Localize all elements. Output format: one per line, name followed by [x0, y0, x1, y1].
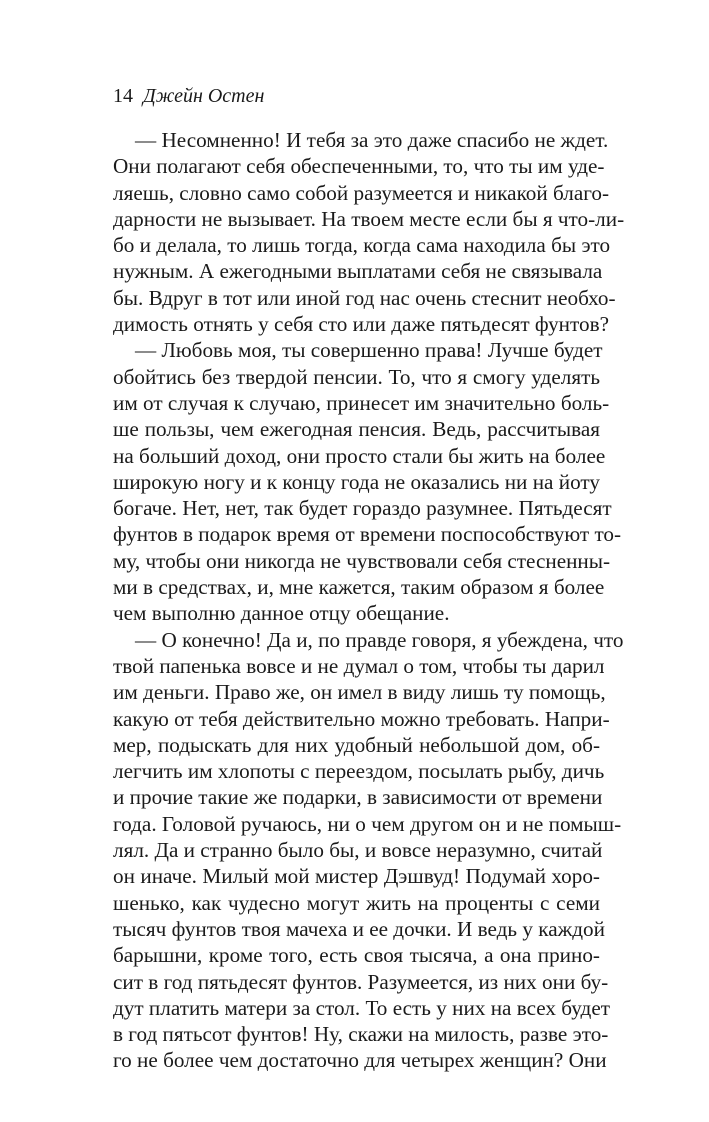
- text-line: на больший доход, они просто стали бы жить на более: [113, 443, 606, 468]
- running-head: [113, 84, 264, 108]
- text-line: им деньги. Право же, он имел в виду лишь ту помощь,: [113, 680, 606, 705]
- text-line: года. Головой ручаюсь, ни о чем другом он и не помыш-: [113, 811, 622, 836]
- text-line: му, чтобы они никогда не чувствовали себя стесненны-: [113, 548, 611, 573]
- text-line: барышни, кроме того, есть своя тысяча, а она прино-: [113, 943, 600, 968]
- text-line: в год пятьсот фунтов! Ну, скажи на милость, разве это-: [113, 1022, 609, 1047]
- text-line: ше пользы, чем ежегодная пенсия. Ведь, рассчитывая: [113, 417, 600, 442]
- text-line: и прочие такие же подарки, в зависимости от времени: [113, 785, 603, 810]
- text-line: обойтись без твердой пенсии. То, что я смогу уделять: [113, 364, 600, 389]
- text-line: какую от тебя действительно можно требовать. Напри-: [113, 706, 610, 731]
- text-line: лял. Да и странно было бы, и вовсе неразумно, считай: [113, 838, 603, 863]
- text-line: шенько, как чудесно могут жить на проценты с семи: [113, 890, 600, 915]
- text-line: богаче. Нет, нет, так будет гораздо разумнее. Пятьдесят: [113, 496, 612, 521]
- text-line: им от случая к случаю, принесет им значительно боль-: [113, 390, 610, 415]
- text-line: дарности не вызывает. На твоем месте если бы я что-ли-: [113, 206, 625, 231]
- text-line: го не более чем достаточно для четырех женщин? Они: [113, 1048, 607, 1073]
- text-line: — Несомненно! И тебя за это даже спасибо не ждет.: [135, 128, 609, 152]
- text-line: широкую ногу и к концу года не оказались ни на йоту: [113, 469, 600, 494]
- text-line: ляешь, словно само собой разумеется и никакой благо-: [113, 180, 610, 205]
- text-line: твой папенька вовсе и не думал о том, чтобы ты дарил: [113, 653, 605, 678]
- body-text: [113, 127, 625, 1074]
- text-line: Они полагают себя обеспеченными, то, что ты им уде-: [113, 154, 605, 179]
- text-line: сит в год пятьдесят фунтов. Разумеется, из них они бу-: [113, 969, 609, 994]
- text-line: — Любовь моя, ты совершенно права! Лучше будет: [135, 338, 603, 363]
- text-line: легчить им хлопоты с переездом, посылать рыбу, дичь: [113, 759, 605, 784]
- text-line: дут платить матери за стол. То есть у них на всех будет: [113, 995, 610, 1020]
- text-line: бо и делала, то лишь тогда, когда сама находила бы это: [113, 233, 611, 258]
- text-line: — О конечно! Да и, по правде говоря, я убеждена, что: [135, 627, 624, 652]
- running-head-author: Джейн Остен: [143, 85, 265, 107]
- text-line: чем выполню данное отцу обещание.: [113, 601, 450, 626]
- text-line: димость отнять у себя сто или даже пятьдесят фунтов?: [113, 312, 610, 337]
- text-line: он иначе. Милый мой мистер Дэшвуд! Подумай хоро-: [113, 864, 600, 889]
- text-line: тысяч фунтов твоя мачеха и ее дочки. И ведь у каждой: [113, 916, 605, 941]
- page-number: 14: [113, 85, 133, 107]
- text-line: нужным. А ежегодными выплатами себя не связывала: [113, 259, 603, 284]
- text-line: мер, подыскать для них удобный небольшой дом, об-: [113, 732, 600, 757]
- text-line: ми в средствах, и, мне кажется, таким образом я более: [113, 575, 605, 600]
- text-line: фунтов в подарок время от времени поспособствуют то-: [113, 522, 622, 547]
- text-line: бы. Вдруг в тот или иной год нас очень стеснит необхо-: [113, 285, 616, 310]
